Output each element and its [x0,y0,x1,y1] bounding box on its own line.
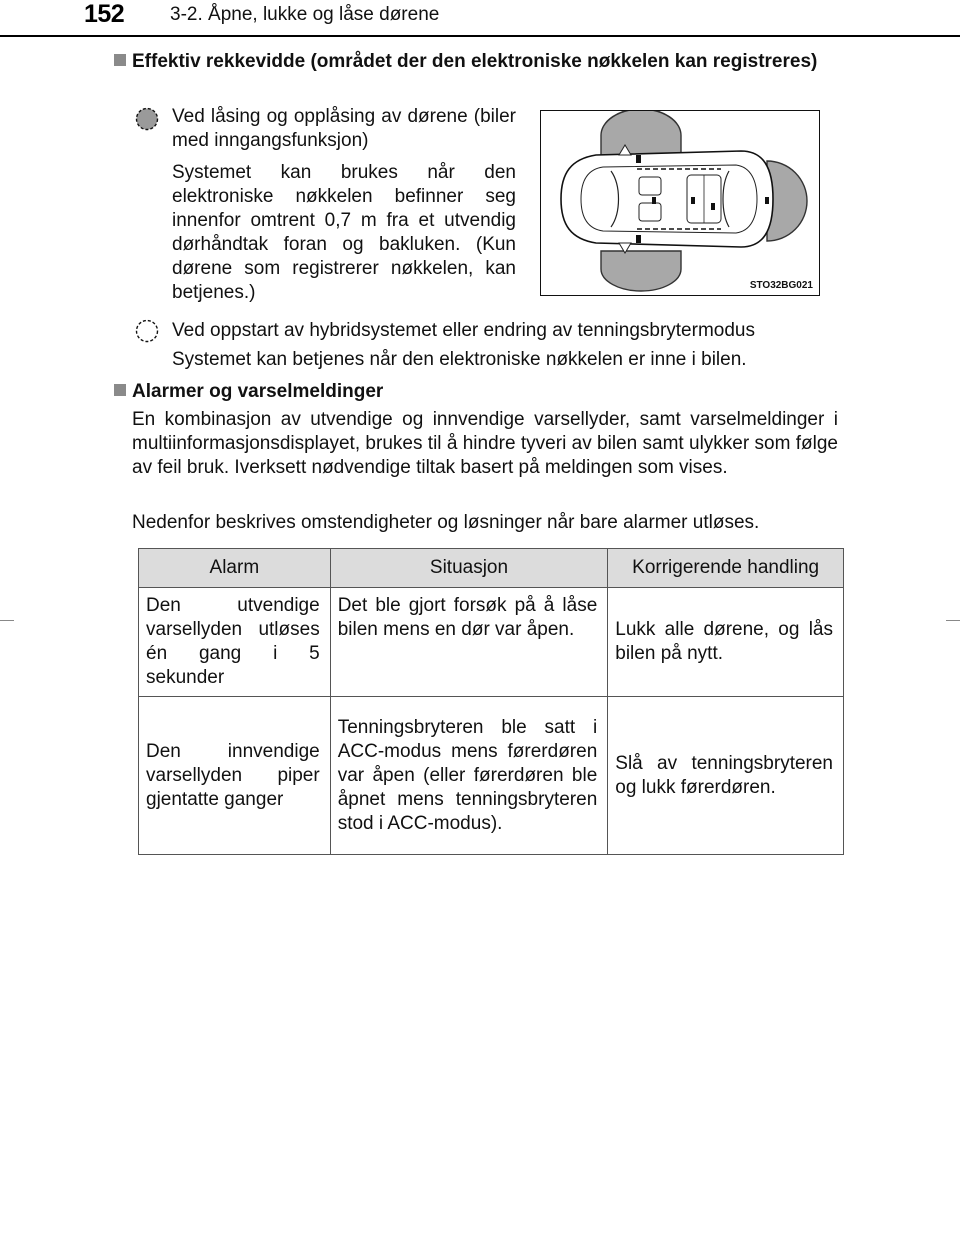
table-row [139,697,844,855]
dotted-circle-outline-bullet-icon [134,318,160,344]
column-header-situation: Situasjon [330,549,608,588]
range-diagram [540,110,820,296]
alarm-table [138,548,844,855]
crop-mark-right [946,620,960,621]
item-heading-start: Ved oppstart av hybridsystemet eller endring av tenningsbrytermodus [172,320,755,341]
cell-alarm: Den innvendige varsellyden piper gjentatte ganger [139,697,331,855]
square-bullet-icon [114,54,126,66]
figure-code: STO32BG021 [749,280,813,291]
cell-action: Slå av tenningsbryteren og lukk førerdøren. [608,697,844,855]
page-header [0,0,960,42]
page-number: 152 [84,0,125,28]
column-header-action: Korrigerende handling [608,549,844,588]
item-body-start: Systemet kan betjenes når den elektroniske nøkkelen er inne i bilen. [172,349,747,370]
header-rule [0,35,960,37]
square-bullet-icon [114,384,126,396]
item-body-locking: Systemet kan brukes når den elektroniske nøkkelen befinner seg innenfor omtrent 0,7 m fra et utvendig dørhåndtak foran og bakluken. (Kun dørene som registrerer nøkkelen, kan betjenes.) [172,162,516,303]
car-top-view-illustration [541,111,818,294]
cell-situation: Tenningsbryteren ble satt i ACC-modus mens førerdøren var åpen (eller førerdøren ble åpnet mens tenningsbryteren stod i ACC-modus). [330,697,608,855]
item-heading-locking: Ved låsing og opplåsing av dørene (biler med inngangsfunksjon) [172,106,516,151]
section-title-range: Effektiv rekkevidde (området der den elektroniske nøkkelen kan registreres) [114,50,844,74]
alarms-intro-paragraph: En kombinasjon av utvendige og innvendige varsellyder, samt varselmeldinger i multiinformasjonsdisplayet, brukes til å hindre tyveri av bilen samt ulykker som følge av feil bruk. Iverksett nødvendige tiltak basert på meldingen som vises. [132,409,838,478]
cell-alarm: Den utvendige varsellyden utløses én gang i 5 sekunder [139,588,331,697]
alarms-note-paragraph: Nedenfor beskrives omstendigheter og løsninger når bare alarmer utløses. [132,512,760,533]
table-header-row [139,549,844,588]
cell-action: Lukk alle dørene, og lås bilen på nytt. [608,588,844,697]
cell-situation: Det ble gjort forsøk på å låse bilen mens en dør var åpen. [330,588,608,697]
crop-mark-left [0,620,14,621]
table-row [139,588,844,697]
section-title-alarms: Alarmer og varselmeldinger [114,380,844,404]
dotted-circle-bullet-icon [134,106,160,132]
chapter-title: 3-2. Åpne, lukke og låse dørene [170,4,440,25]
column-header-alarm: Alarm [139,549,331,588]
